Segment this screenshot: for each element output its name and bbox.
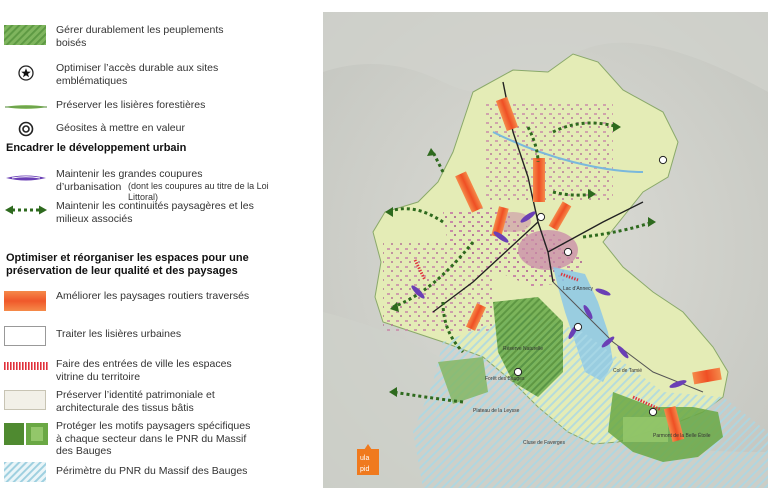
urban-edge-swatch: [4, 326, 46, 346]
road-landscapes-label: Améliorer les paysages routiers traversés: [56, 290, 250, 302]
pnr-perimeter-swatch: [4, 462, 46, 482]
map-panel[interactable]: [323, 12, 768, 488]
place-label: Cluse de Faverges: [523, 440, 565, 446]
urban-breaks-label-b: d’urbanisation: [56, 181, 122, 193]
svg-text:ula: ula: [360, 455, 370, 462]
iconic-sites-label: Optimiser l’accès durable aux sites emblématiques: [56, 62, 219, 87]
place-label: Réserve Naturelle: [503, 346, 544, 352]
urban-section-title: Encadrer le développement urbain: [6, 142, 187, 154]
geosite-icon: [18, 121, 34, 137]
landscape-continuity-label: Maintenir les continuités paysagères et les milieux associés: [56, 200, 254, 225]
forest-edges-line: [4, 102, 48, 112]
place-label: Forêt des Bauges: [485, 376, 525, 382]
forest-stands-swatch: [4, 25, 46, 45]
place-label: Col de Tamié: [613, 368, 643, 374]
forest-stands-label: Gérer durablement les peuplements boisés: [56, 24, 224, 49]
map-legend: [0, 0, 318, 488]
town-entrances-label: Faire des entrées de ville les espaces vitrine du territoire: [56, 358, 232, 383]
urban-edges-label: Traiter les lisières urbaines: [56, 328, 182, 340]
built-identity-label: Préserver l’identité patrimoniale et architecturale des tissus bâtis: [56, 389, 215, 414]
urban-breaks-label-c: (dont les coupures au titre de la Loi Littoral): [128, 181, 269, 202]
road-landscape-swatch: [4, 291, 46, 311]
pnr-motifs-label: Protéger les motifs paysagers spécifiques à chaque secteur dans le PNR du Massif des Bauges: [56, 420, 251, 457]
optimise-section-title: Optimiser et réorganiser les espaces pour une préservation de leur qualité et des paysages: [6, 252, 249, 277]
urban-breaks-label-a: Maintenir les grandes coupures: [56, 168, 203, 180]
place-label: Lac d’Annecy: [563, 286, 594, 292]
continuity-arrow: [4, 204, 48, 216]
geosites-label: Géosites à mettre en valeur: [56, 122, 185, 134]
pnr-perimeter-label: Périmètre du PNR du Massif des Bauges: [56, 465, 248, 477]
urban-break-symbol: [4, 173, 48, 183]
svg-text:pid: pid: [360, 466, 370, 473]
forest-edges-label: Préserver les lisières forestières: [56, 99, 206, 111]
town-entrance-symbol: [4, 361, 48, 371]
place-label: Plateau de la Leysse: [473, 408, 520, 414]
built-identity-swatch: [4, 390, 46, 410]
pnr-motifs-swatch: [4, 423, 48, 445]
place-label: Parmont de la Belle Étoile: [653, 433, 711, 439]
star-site-icon: [18, 65, 34, 81]
territory-map[interactable]: [323, 12, 768, 488]
